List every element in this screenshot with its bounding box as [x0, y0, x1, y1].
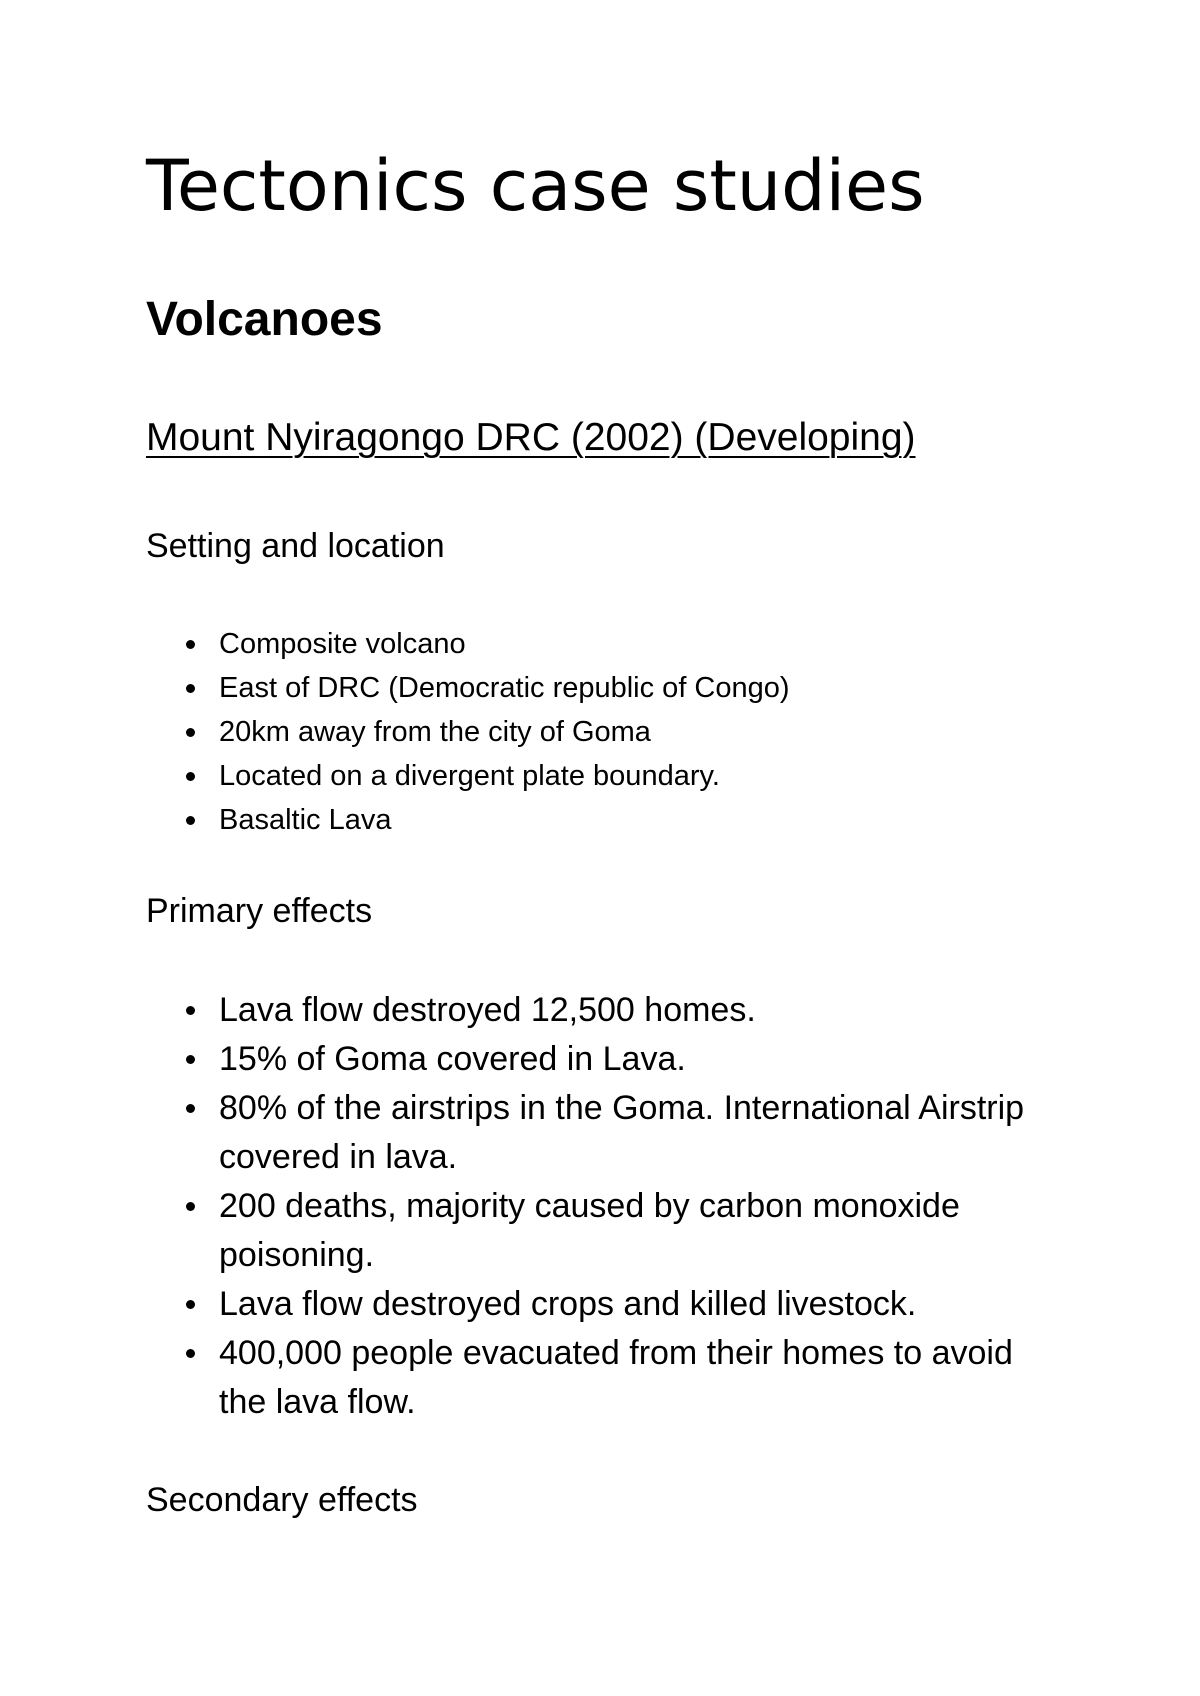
list-item: Basaltic Lava	[0, 798, 1039, 842]
list-item: Lava flow destroyed 12,500 homes.	[0, 986, 1039, 1035]
primary-effects-label: Primary effects	[146, 892, 373, 930]
section-heading-volcanoes: Volcanoes	[146, 293, 383, 346]
list-item: 80% of the airstrips in the Goma. International Airstrip covered in lava.	[0, 1084, 1039, 1182]
list-item: Composite volcano	[0, 622, 1039, 666]
primary-effects-list	[0, 986, 1039, 1427]
setting-list	[0, 622, 1039, 842]
page-title: Tectonics case studies	[146, 145, 925, 227]
list-item: East of DRC (Democratic republic of Congo)	[0, 666, 1039, 710]
list-item: 20km away from the city of Goma	[0, 710, 1039, 754]
setting-and-location-label: Setting and location	[146, 527, 445, 565]
list-item: 400,000 people evacuated from their homes to avoid the lava flow.	[0, 1329, 1039, 1427]
list-item: 15% of Goma covered in Lava.	[0, 1035, 1039, 1084]
list-item: 200 deaths, majority caused by carbon monoxide poisoning.	[0, 1182, 1039, 1280]
list-item: Located on a divergent plate boundary.	[0, 754, 1039, 798]
list-item: Lava flow destroyed crops and killed livestock.	[0, 1280, 1039, 1329]
case-study-title: Mount Nyiragongo DRC (2002) (Developing)	[146, 416, 916, 459]
secondary-effects-label: Secondary effects	[146, 1481, 418, 1519]
